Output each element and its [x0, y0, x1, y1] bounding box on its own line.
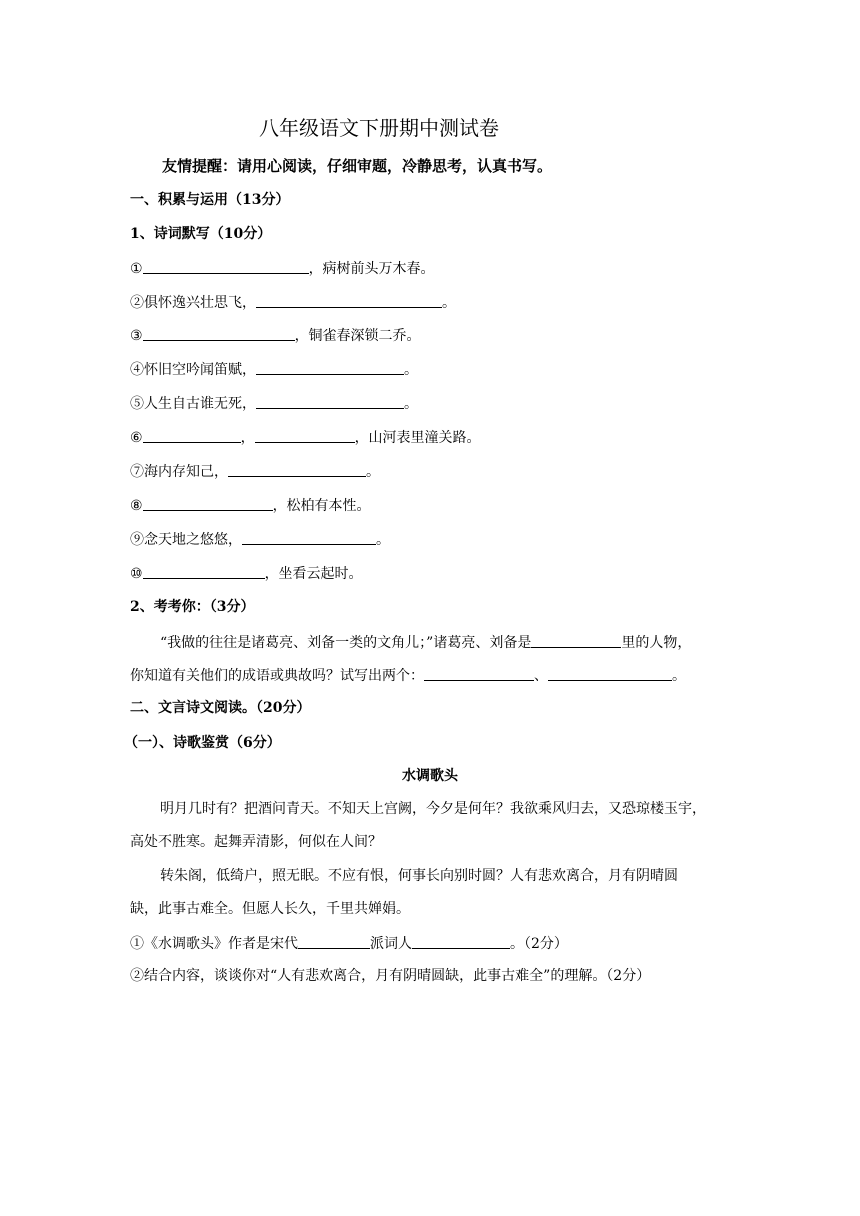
poem-fill-item: ③ ，铜雀春深锁二乔。 — [130, 325, 421, 346]
reminder: 友情提醒：请用心阅读，仔细审题，冷静思考，认真书写。 — [162, 157, 553, 175]
answer-blank[interactable] — [242, 529, 376, 545]
part2-heading: 二、文言诗文阅读。（20分） — [130, 700, 311, 716]
poem-fill-item: ④怀旧空吟闻笛赋， 。 — [130, 359, 418, 380]
answer-blank[interactable] — [412, 933, 510, 949]
poem-fill-item: ⑤人生自古谁无死， 。 — [130, 393, 418, 414]
sub1-heading: （一）、诗歌鉴赏（6分） — [124, 735, 281, 751]
q1-heading: 1、诗词默写（10分） — [130, 226, 272, 242]
answer-blank[interactable] — [143, 495, 273, 511]
sub1-question-2: ②结合内容，谈谈你对“人有悲欢离合，月有阴晴圆缺，此事古难全”的理解。（2分） — [130, 968, 651, 984]
poem-line: 高处不胜寒。起舞弄清影，何似在人间？ — [130, 834, 382, 850]
q2-heading: 2、考考你：（3分） — [130, 599, 255, 615]
answer-blank[interactable] — [424, 665, 534, 681]
poem-fill-item: ⑦海内存知己， 。 — [130, 461, 380, 482]
answer-blank[interactable] — [256, 292, 442, 308]
answer-blank[interactable] — [228, 461, 366, 477]
sub1-question-1: ①《水调歌头》作者是宋代 派词人 。（2分） — [130, 933, 568, 954]
answer-blank[interactable] — [143, 427, 241, 443]
poem-fill-item: ②俱怀逸兴壮思飞， 。 — [130, 292, 456, 313]
poem-title: 水调歌头 — [402, 768, 458, 784]
answer-blank[interactable] — [255, 427, 355, 443]
poem-line: 转朱阁，低绮户，照无眠。不应有恨，何事长向别时圆？人有悲欢离合，月有阴晴圆 — [160, 868, 678, 884]
part1-heading: 一、积累与运用（13分） — [130, 192, 290, 208]
poem-fill-item: ⑩ ，坐看云起时。 — [130, 563, 363, 584]
poem-line: 缺，此事古难全。但愿人长久，千里共婵娟。 — [130, 901, 410, 917]
poem-line: 明月几时有？把酒问青天。不知天上宫阙，今夕是何年？我欲乘风归去，又恐琼楼玉宇， — [160, 801, 706, 817]
q2-line-1: “我做的往往是诸葛亮、刘备一类的文角儿；”诸葛亮、刘备是 里的人物， — [160, 632, 691, 653]
q2-line-2: 你知道有关他们的成语或典故吗？试写出两个： 、 。 — [130, 665, 686, 686]
answer-blank[interactable] — [256, 359, 404, 375]
poem-fill-item: ① ，病树前头万木春。 — [130, 258, 435, 279]
answer-blank[interactable] — [531, 632, 621, 648]
page-title: 八年级语文下册期中测试卷 — [259, 116, 499, 140]
poem-fill-item: ⑥ ， ，山河表里潼关路。 — [130, 427, 481, 448]
answer-blank[interactable] — [143, 258, 309, 274]
answer-blank[interactable] — [548, 665, 672, 681]
poem-fill-item: ⑧ ，松柏有本性。 — [130, 495, 371, 516]
answer-blank[interactable] — [143, 325, 295, 341]
answer-blank[interactable] — [256, 393, 404, 409]
answer-blank[interactable] — [143, 563, 265, 579]
poem-fill-item: ⑨念天地之悠悠， 。 — [130, 529, 390, 550]
answer-blank[interactable] — [298, 933, 370, 949]
